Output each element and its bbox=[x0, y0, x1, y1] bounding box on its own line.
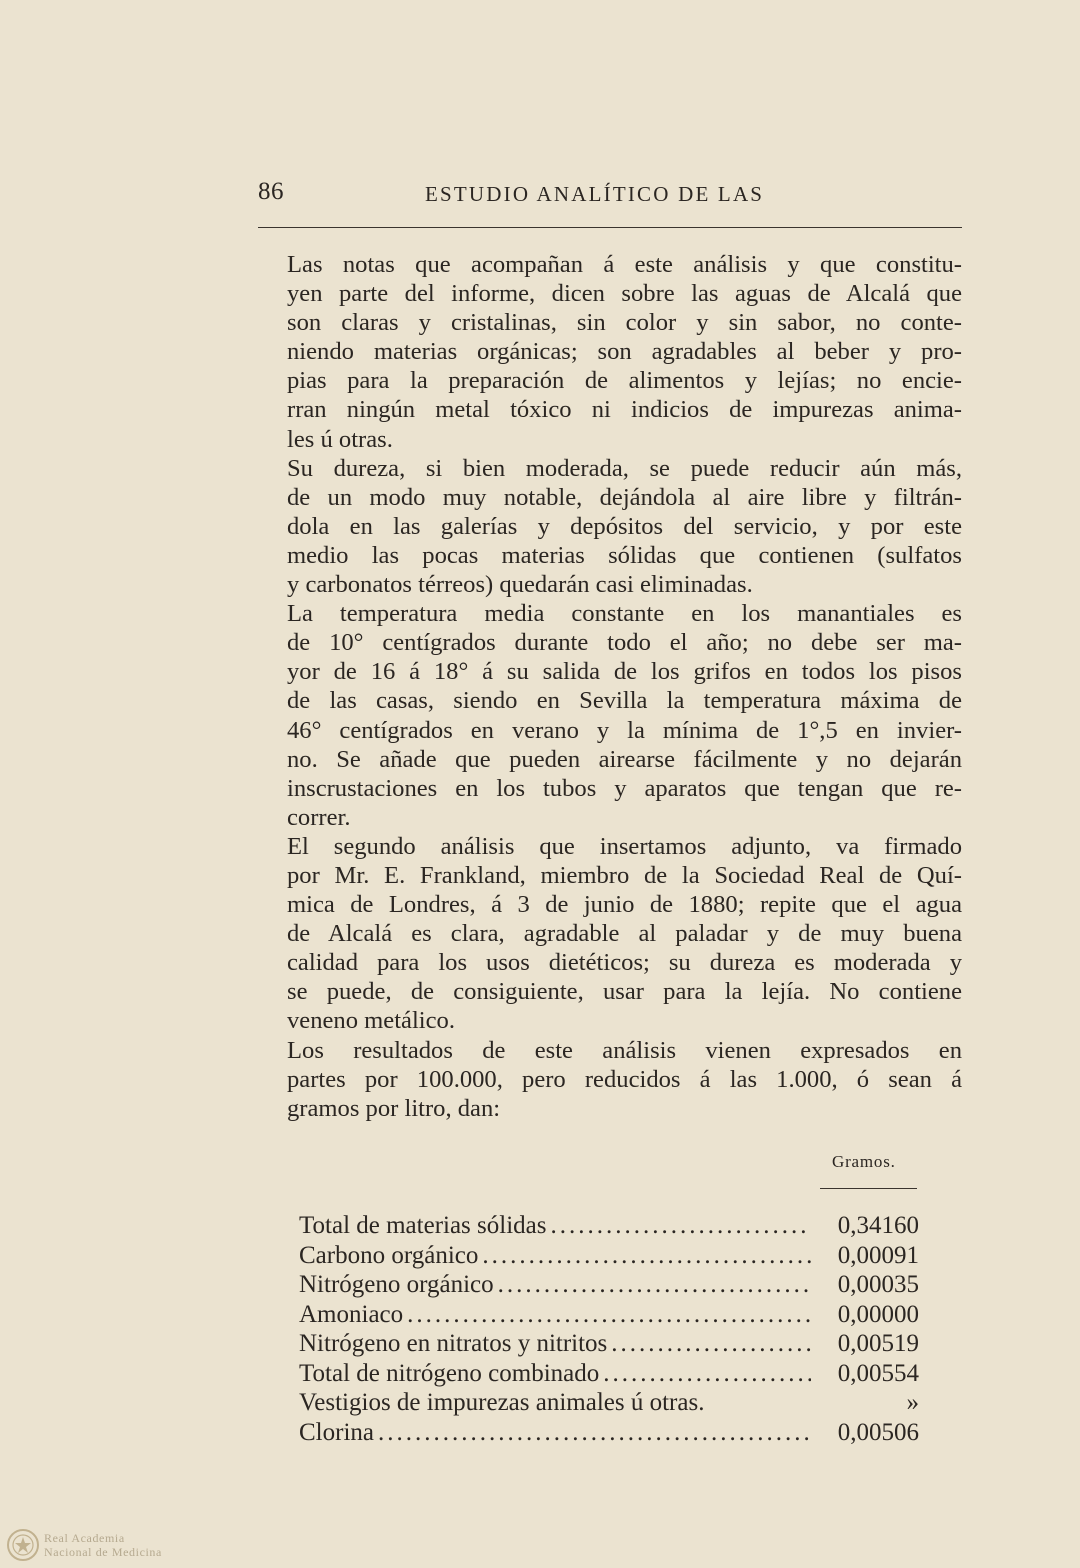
dot-leader bbox=[403, 1300, 811, 1330]
dot-leader bbox=[478, 1241, 811, 1271]
table-row bbox=[299, 1211, 919, 1241]
text-line: veneno metálico. bbox=[287, 1007, 455, 1035]
text-line: por Mr. E. Frankland, miembro de la Sociedad Real de Quí- bbox=[287, 861, 962, 889]
text-line: dola en las galerías y depósitos del servicio, y por este bbox=[287, 512, 962, 540]
text-line: de las casas, siendo en Sevilla la temperatura máxima de bbox=[287, 687, 962, 715]
text-line: inscrustaciones en los tubos y aparatos que tengan que re- bbox=[287, 774, 962, 802]
row-label: Vestigios de impurezas animales ú otras. bbox=[299, 1389, 705, 1416]
row-value: 0,00554 bbox=[837, 1359, 919, 1387]
row-value: » bbox=[906, 1389, 919, 1416]
text-line: El segundo análisis que insertamos adjunto, va firmado bbox=[287, 832, 962, 860]
row-label: Total de materias sólidas bbox=[299, 1212, 547, 1239]
text-line: gramos por litro, dan: bbox=[287, 1094, 501, 1122]
row-label: Nitrógeno en nitratos y nitritos bbox=[299, 1330, 608, 1357]
dot-leader bbox=[607, 1329, 811, 1359]
text-line: y carbonatos térreos) quedarán casi eliminadas. bbox=[287, 571, 753, 599]
text-line: rran ningún metal tóxico ni indicios de impurezas anima- bbox=[287, 396, 962, 424]
text-line: no. Se añade que pueden airearse fácilmente y no dejarán bbox=[287, 745, 962, 773]
text-line: de Alcalá es clara, agradable al paladar y de muy buena bbox=[287, 920, 962, 948]
analysis-table bbox=[299, 1211, 919, 1447]
paragraph-4 bbox=[257, 832, 962, 1036]
table-header-rule bbox=[820, 1188, 917, 1189]
text-line: calidad para los usos dietéticos; su dureza es moderada y bbox=[287, 949, 962, 977]
row-label: Nitrógeno orgánico bbox=[299, 1271, 494, 1298]
text-line: Los resultados de este análisis vienen expresados en bbox=[287, 1036, 962, 1064]
paragraph-3 bbox=[257, 599, 962, 832]
row-value: 0,34160 bbox=[837, 1212, 919, 1239]
dot-leader bbox=[494, 1270, 811, 1300]
paragraph-1 bbox=[257, 250, 962, 454]
table-row bbox=[299, 1329, 919, 1359]
row-label: Total de nitrógeno combinado bbox=[299, 1359, 600, 1387]
academy-seal-icon bbox=[6, 1528, 40, 1562]
paragraph-5 bbox=[257, 1036, 962, 1123]
text-line: correr. bbox=[287, 803, 351, 831]
table-row bbox=[299, 1241, 919, 1271]
dot-leader bbox=[374, 1418, 811, 1448]
page-number: 86 bbox=[258, 178, 284, 205]
row-value: 0,00000 bbox=[837, 1300, 919, 1328]
table-row bbox=[299, 1418, 919, 1448]
header-rule bbox=[258, 227, 962, 228]
text-line: les ú otras. bbox=[287, 425, 393, 453]
text-line: niendo materias orgánicas; son agradables al beber y pro- bbox=[287, 338, 962, 366]
table-row bbox=[299, 1388, 919, 1418]
watermark-line-1: Real Academia bbox=[44, 1531, 125, 1545]
text-line: Las notas que acompañan á este análisis y que constitu- bbox=[287, 251, 962, 278]
table-unit-header: Gramos. bbox=[832, 1152, 896, 1171]
dot-leader bbox=[599, 1359, 811, 1389]
text-line: medio las pocas materias sólidas que contienen (sulfatos bbox=[287, 541, 962, 569]
text-line: son claras y cristalinas, sin color y sin sabor, no conte- bbox=[287, 309, 962, 337]
text-line: partes por 100.000, pero reducidos á las 1.000, ó sean á bbox=[287, 1065, 962, 1093]
text-line: Su dureza, si bien moderada, se puede reducir aún más, bbox=[287, 454, 962, 482]
text-line: se puede, de consiguiente, usar para la lejía. No contiene bbox=[287, 978, 962, 1006]
row-label: Amoniaco bbox=[299, 1300, 404, 1328]
text-line: pias para la preparación de alimentos y lejías; no encie- bbox=[287, 367, 962, 395]
table-row bbox=[299, 1359, 919, 1389]
row-label: Carbono orgánico bbox=[299, 1241, 479, 1269]
paragraph-2 bbox=[257, 454, 962, 599]
row-value: 0,00506 bbox=[837, 1418, 919, 1446]
text-line: mica de Londres, á 3 de junio de 1880; repite que el agua bbox=[287, 891, 962, 919]
row-value: 0,00035 bbox=[837, 1271, 919, 1298]
row-value: 0,00519 bbox=[837, 1330, 919, 1357]
row-value: 0,00091 bbox=[837, 1241, 919, 1269]
watermark-line-2: Nacional de Medicina bbox=[44, 1545, 162, 1559]
text-line: 46° centígrados en verano y la mínima de 1°,5 en invier- bbox=[287, 716, 962, 744]
text-line: yen parte del informe, dicen sobre las aguas de Alcalá que bbox=[287, 280, 962, 308]
running-title: ESTUDIO ANALÍTICO DE LAS bbox=[425, 182, 765, 206]
text-line: de un modo muy notable, dejándola al aire libre y filtrán- bbox=[287, 483, 962, 511]
text-line: La temperatura media constante en los manantiales es bbox=[287, 600, 962, 628]
row-label: Clorina bbox=[299, 1418, 374, 1446]
text-line: de 10° centígrados durante todo el año; no debe ser ma- bbox=[287, 629, 962, 657]
text-line: yor de 16 á 18° á su salida de los grifos en todos los pisos bbox=[287, 658, 962, 686]
library-watermark bbox=[6, 1528, 162, 1562]
body-text bbox=[257, 250, 962, 1123]
dot-leader bbox=[547, 1211, 812, 1241]
table-row bbox=[299, 1270, 919, 1300]
table-row bbox=[299, 1300, 919, 1330]
